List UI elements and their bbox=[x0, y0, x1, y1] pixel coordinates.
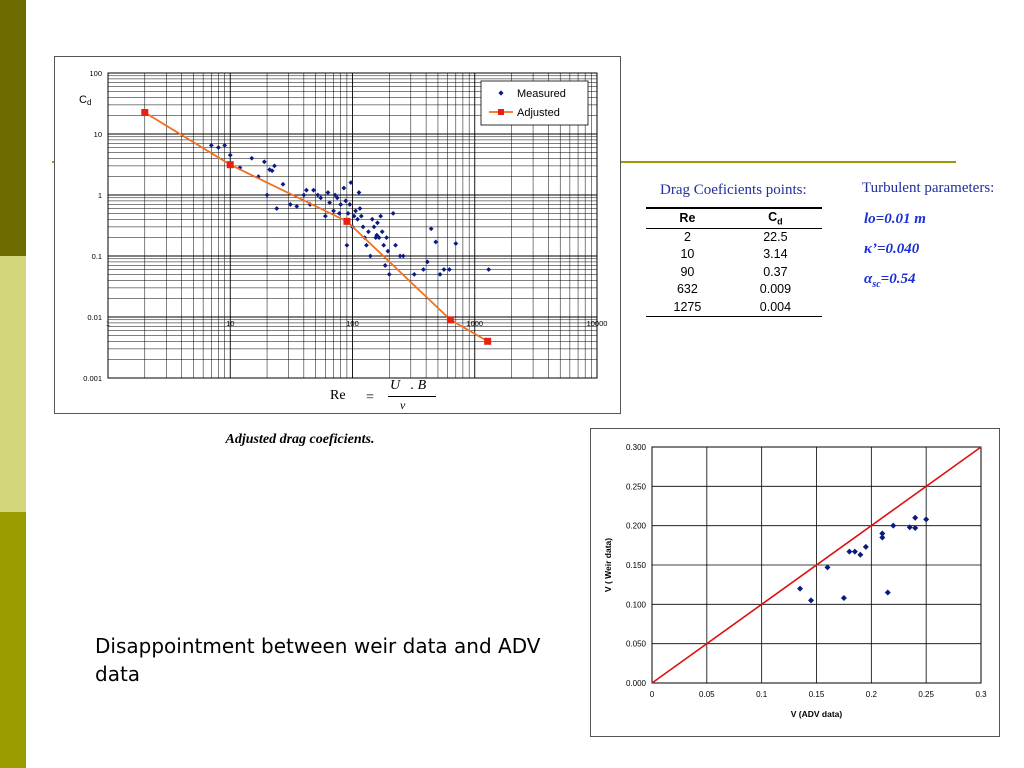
x-axis-label: V (ADV data) bbox=[790, 709, 843, 719]
y-tick-label: 0.050 bbox=[625, 639, 646, 649]
sidebar-band-mid bbox=[0, 512, 26, 768]
y-tick-label: 10 bbox=[93, 130, 102, 139]
data-point bbox=[890, 523, 896, 529]
measured-point bbox=[249, 156, 254, 161]
measured-point bbox=[412, 272, 417, 277]
table-header-row bbox=[646, 208, 822, 228]
measured-point bbox=[384, 235, 389, 240]
legend-adjusted-marker bbox=[498, 109, 504, 115]
measured-point bbox=[372, 224, 377, 229]
measured-point bbox=[380, 229, 385, 234]
y-tick-label: 0.200 bbox=[625, 521, 646, 531]
table-row bbox=[646, 228, 822, 246]
measured-point bbox=[304, 188, 309, 193]
drag-coefficient-chart bbox=[55, 57, 620, 413]
cd-letter: C bbox=[768, 210, 778, 224]
table-title: Drag Coeficients points: bbox=[660, 182, 807, 198]
measured-point bbox=[401, 254, 406, 259]
y-tick-label: 0.300 bbox=[625, 443, 646, 452]
y-tick-label: 0.250 bbox=[625, 482, 646, 492]
measured-point bbox=[366, 229, 371, 234]
y-axis-label: V ( Weir data) bbox=[603, 537, 613, 593]
x-tick-label: 0.2 bbox=[865, 690, 877, 699]
table-body bbox=[646, 228, 822, 317]
data-point bbox=[852, 549, 858, 555]
measured-point bbox=[337, 211, 342, 216]
sidebar-band-dark bbox=[0, 0, 26, 256]
measured-point bbox=[375, 220, 380, 225]
measured-point bbox=[387, 272, 392, 277]
comparison-text: Disappointment between weir data and ADV data bbox=[95, 634, 541, 686]
y-tick-label: 100 bbox=[89, 69, 102, 78]
measured-point bbox=[438, 272, 443, 277]
data-point bbox=[797, 586, 803, 592]
y-tick-label: 0.000 bbox=[625, 679, 646, 688]
re-numerator: U . B bbox=[390, 378, 427, 393]
measured-point bbox=[274, 206, 279, 211]
adjusted-point bbox=[141, 109, 148, 116]
drag-coefficient-table bbox=[646, 207, 822, 317]
table-cell-re: 632 bbox=[676, 282, 698, 296]
data-point bbox=[857, 552, 863, 558]
measured-point bbox=[381, 243, 386, 248]
data-point bbox=[885, 590, 891, 596]
x-tick-label: 1 bbox=[105, 318, 111, 328]
table-cell-re: 90 bbox=[680, 264, 695, 279]
data-point bbox=[846, 549, 852, 555]
measured-point bbox=[353, 208, 358, 213]
re-lhs: Re bbox=[330, 388, 346, 403]
measured-point bbox=[272, 163, 277, 168]
drag-chart-frame bbox=[54, 56, 621, 414]
turbulent-lo: lo=0.01 m bbox=[864, 211, 926, 227]
y-tick-label: 0.1 bbox=[91, 252, 102, 261]
measured-point bbox=[361, 224, 366, 229]
measured-point bbox=[347, 202, 352, 207]
adjusted-point bbox=[343, 218, 350, 225]
measured-point bbox=[341, 186, 346, 191]
cd-subscript: d bbox=[777, 216, 783, 227]
measured-point bbox=[421, 267, 426, 272]
measured-point bbox=[318, 195, 323, 200]
x-tick-label: 0.15 bbox=[808, 690, 825, 699]
x-tick-label: 100 bbox=[346, 318, 359, 328]
re-fraction-bar bbox=[388, 396, 436, 397]
x-tick-label: 0.1 bbox=[756, 690, 768, 699]
x-tick-label: 0.05 bbox=[699, 690, 715, 699]
y-tick-label: 0.150 bbox=[625, 561, 646, 570]
table-cell-cd: 3.14 bbox=[763, 247, 788, 261]
data-point bbox=[841, 595, 847, 601]
measured-point bbox=[281, 182, 286, 187]
y-axis-label: Cd bbox=[79, 94, 92, 107]
measured-point bbox=[383, 263, 388, 268]
measured-point bbox=[368, 254, 373, 259]
measured-point bbox=[391, 211, 396, 216]
table-cell-cd: 0.37 bbox=[763, 264, 788, 279]
x-tick-label: 10 bbox=[226, 318, 235, 328]
x-tick-label: 10000 bbox=[586, 318, 608, 328]
measured-point bbox=[442, 267, 447, 272]
measured-point bbox=[386, 249, 391, 254]
data-point bbox=[907, 524, 913, 530]
alpha-symbol: α bbox=[864, 271, 873, 287]
velocity-comparison-chart bbox=[591, 429, 999, 736]
x-tick-label: 0.25 bbox=[918, 690, 934, 699]
measured-point bbox=[323, 214, 328, 219]
measured-point bbox=[433, 240, 438, 245]
turbulent-alpha bbox=[864, 271, 915, 290]
measured-point bbox=[209, 143, 214, 148]
data-point bbox=[879, 534, 885, 540]
data-point bbox=[808, 597, 814, 603]
measured-point bbox=[216, 145, 221, 150]
y-axis-label-subscript: d bbox=[86, 98, 92, 107]
table-header-cd bbox=[729, 208, 822, 228]
measured-point bbox=[378, 214, 383, 219]
alpha-value: =0.54 bbox=[880, 271, 916, 287]
legend-measured-label: Measured bbox=[517, 88, 566, 100]
measured-point bbox=[228, 153, 233, 158]
table-row bbox=[646, 264, 822, 282]
legend-adjusted-label: Adjusted bbox=[517, 107, 560, 119]
x-tick-label: 0.3 bbox=[975, 690, 987, 699]
measured-point bbox=[343, 199, 348, 204]
measured-point bbox=[355, 217, 360, 222]
measured-point bbox=[222, 143, 227, 148]
measured-point bbox=[425, 260, 430, 265]
reynolds-equation bbox=[330, 380, 450, 410]
measured-point bbox=[359, 214, 364, 219]
y-tick-label: 0.100 bbox=[625, 600, 646, 610]
y-tick-label: 1 bbox=[97, 191, 102, 200]
x-tick-label: 0 bbox=[649, 690, 655, 699]
alpha-subscript: sc bbox=[872, 279, 881, 290]
data-point bbox=[923, 516, 929, 522]
measured-point bbox=[301, 193, 306, 198]
measured-point bbox=[262, 159, 267, 164]
table-cell-cd: 0.004 bbox=[729, 299, 822, 317]
measured-point bbox=[453, 241, 458, 246]
table-cell-cd: 22.5 bbox=[763, 229, 788, 244]
measured-point bbox=[486, 267, 491, 272]
velocity-chart-frame bbox=[590, 428, 1000, 737]
table-cell-re: 10 bbox=[680, 247, 695, 261]
y-tick-label: 0.01 bbox=[87, 313, 102, 322]
chart-caption: Adjusted drag coeficients. bbox=[225, 432, 375, 447]
adjusted-point bbox=[484, 338, 491, 345]
y-tick-label: 0.001 bbox=[83, 374, 102, 383]
measured-point bbox=[345, 243, 350, 248]
measured-point bbox=[393, 243, 398, 248]
table-row bbox=[646, 299, 822, 317]
measured-point bbox=[358, 206, 363, 211]
table-row bbox=[646, 281, 822, 299]
re-equals: = bbox=[366, 390, 374, 405]
measured-point bbox=[311, 188, 316, 193]
table-cell-re: 1275 bbox=[646, 299, 729, 317]
data-point bbox=[912, 515, 918, 521]
table-row bbox=[646, 246, 822, 264]
measured-point bbox=[370, 217, 375, 222]
data-point bbox=[863, 544, 869, 550]
adjusted-point bbox=[447, 316, 454, 323]
measured-point bbox=[315, 193, 320, 198]
measured-point bbox=[294, 204, 299, 209]
table-cell-cd: 0.009 bbox=[759, 282, 792, 296]
table-header-re: Re bbox=[646, 208, 729, 228]
turbulent-kappa: κ’=0.040 bbox=[864, 241, 920, 257]
measured-point bbox=[346, 211, 351, 216]
measured-point bbox=[326, 190, 331, 195]
measured-point bbox=[357, 190, 362, 195]
measured-point bbox=[338, 202, 343, 207]
sidebar-band-light bbox=[0, 256, 26, 512]
measured-point bbox=[331, 208, 336, 213]
adjusted-point bbox=[227, 161, 234, 168]
turbulent-title: Turbulent parameters: bbox=[862, 180, 995, 196]
measured-point bbox=[265, 193, 270, 198]
measured-point bbox=[364, 243, 369, 248]
x-tick-label: 1000 bbox=[466, 318, 484, 328]
re-denominator: ν bbox=[400, 398, 406, 412]
table-cell-re: 2 bbox=[683, 229, 691, 244]
